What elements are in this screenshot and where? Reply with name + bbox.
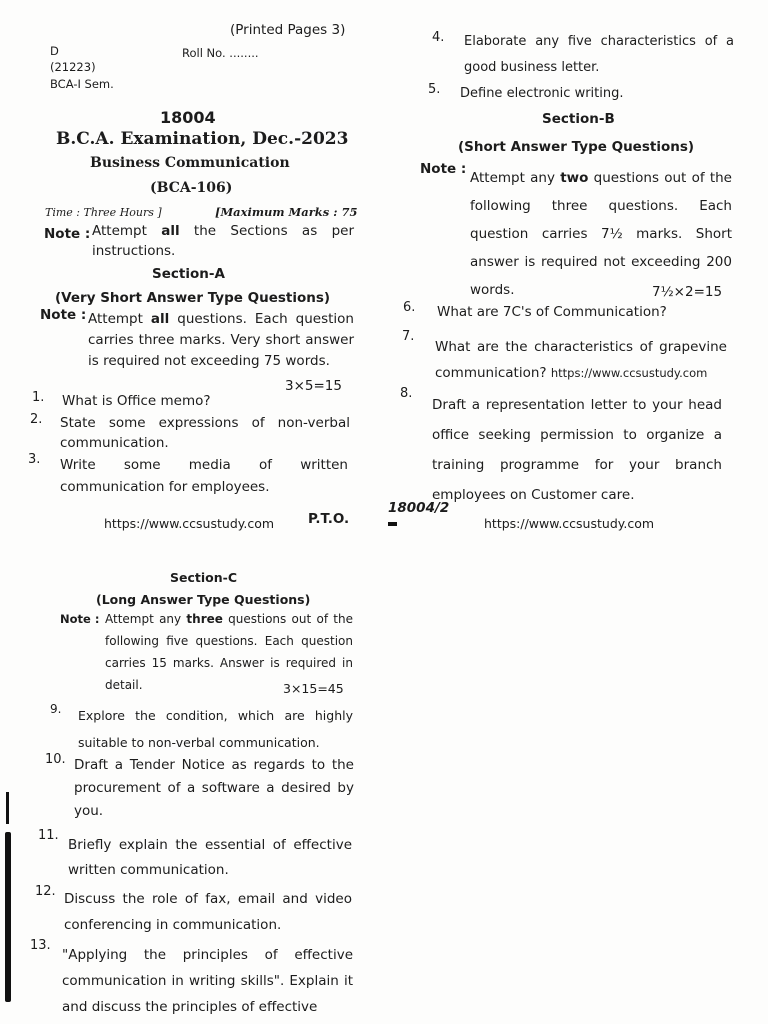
section-a-note xyxy=(88,309,354,372)
section-c-title: Section-C xyxy=(170,570,237,585)
roll-number: Roll No. ........ xyxy=(182,46,259,60)
scan-mark xyxy=(5,832,11,1002)
question-text: Briefly explain the essential of effective written communication. xyxy=(68,837,352,878)
question-number: 5. xyxy=(428,82,441,97)
printed-pages: (Printed Pages 3) xyxy=(230,22,346,38)
question-text: Write some media of written communication for employees. xyxy=(60,457,348,495)
question-text: Draft a representation letter to your head office seeking permission to organize a training programme for your branch employees on Customer care. xyxy=(432,397,722,503)
section-a-subtitle: (Very Short Answer Type Questions) xyxy=(55,290,331,306)
page-code-footer: 18004/2 xyxy=(388,500,450,516)
section-a-note-text: Attempt xyxy=(88,311,151,327)
general-note xyxy=(92,221,354,261)
section-a-note-label: Note : xyxy=(40,307,87,323)
question-number: 1. xyxy=(32,390,45,405)
question-number: 8. xyxy=(400,386,413,401)
section-b-note-label: Note : xyxy=(420,161,467,177)
footer-url[interactable]: https://www.ccsustudy.com xyxy=(104,516,275,531)
general-note-text: Attempt xyxy=(92,223,162,239)
question-text: What are 7C's of Communication? xyxy=(437,304,667,320)
section-c-note-text: Attempt any xyxy=(105,612,187,626)
section-b-title: Section-B xyxy=(542,111,615,127)
question-text: What is Office memo? xyxy=(62,393,211,409)
section-a-marks: 3×5=15 xyxy=(285,378,342,394)
subject-name: Business Communication xyxy=(90,155,290,171)
exam-title: B.C.A. Examination, Dec.-2023 xyxy=(56,129,349,149)
section-b-subtitle: (Short Answer Type Questions) xyxy=(458,139,695,155)
paper-code: 18004 xyxy=(160,108,216,127)
question-number: 3. xyxy=(28,452,41,467)
section-b-note-text-end: questions out of the following three questions. Each question carries 7½ marks. Short answer is required not exceeding 200 words. xyxy=(470,170,732,298)
question-number: 7. xyxy=(402,329,415,344)
question-number: 4. xyxy=(432,30,445,45)
section-b-note-bold: two xyxy=(560,170,589,186)
section-b-marks: 7½×2=15 xyxy=(652,284,723,300)
question-number: 13. xyxy=(30,938,51,953)
section-a-note-text-end: questions. Each question carries three marks. Very short answer is required not exceeding 75 words. xyxy=(88,311,354,369)
section-a-note-bold: all xyxy=(150,311,170,327)
question-number: 6. xyxy=(403,300,416,315)
question-text: Define electronic writing. xyxy=(460,86,624,101)
subject-code: (BCA-106) xyxy=(150,180,233,196)
paper-code-small: (21223) xyxy=(50,60,96,74)
section-b-note xyxy=(470,164,732,304)
general-note-label: Note : xyxy=(44,226,91,242)
question-number: 2. xyxy=(30,412,43,427)
section-a-title: Section-A xyxy=(152,266,225,282)
question-text: Elaborate any five characteristics of a good business letter. xyxy=(464,34,734,75)
question-number: 12. xyxy=(35,884,56,899)
pto-label: P.T.O. xyxy=(308,511,350,527)
time-allowed: Time : Three Hours ] xyxy=(45,206,162,219)
general-note-bold: all xyxy=(161,223,180,239)
footer-url[interactable]: https://www.ccsustudy.com xyxy=(484,516,655,531)
question-number: 10. xyxy=(45,752,66,767)
section-c-note-text-end: questions out of the following five questions. Each question carries 15 marks. Answer is required in detail. xyxy=(105,612,354,692)
scan-mark xyxy=(388,522,397,526)
question-text: Explore the condition, which are highly suitable to non-verbal communication. xyxy=(78,708,353,750)
semester: BCA-I Sem. xyxy=(50,77,114,91)
maximum-marks: [Maximum Marks : 75 xyxy=(215,205,358,219)
d-label: D xyxy=(50,44,59,58)
section-c-subtitle: (Long Answer Type Questions) xyxy=(96,592,311,607)
inline-url[interactable]: https://www.ccsustudy.com xyxy=(550,366,708,380)
question-number: 9. xyxy=(50,702,62,716)
general-note-text-end: the Sections as per instructions. xyxy=(92,223,354,259)
section-c-note-label: Note : xyxy=(60,612,100,626)
section-c-note-bold: three xyxy=(186,612,223,626)
section-b-note-text: Attempt any xyxy=(470,170,561,186)
question-text: "Applying the principles of effective communication in writing skills". Explain it and discuss the principles of effective xyxy=(62,947,353,1015)
section-c-marks: 3×15=45 xyxy=(283,681,344,696)
question-text xyxy=(435,334,727,386)
scan-mark xyxy=(6,792,9,824)
question-text: Draft a Tender Notice as regards to the procurement of a software a desired by you. xyxy=(74,757,354,819)
question-text: Discuss the role of fax, email and video conferencing in communication. xyxy=(64,891,352,933)
question-number: 11. xyxy=(38,828,59,843)
question-text-content: What are the characteristics of grapevine communication? xyxy=(435,339,727,381)
question-text: State some expressions of non-verbal communication. xyxy=(60,415,350,451)
